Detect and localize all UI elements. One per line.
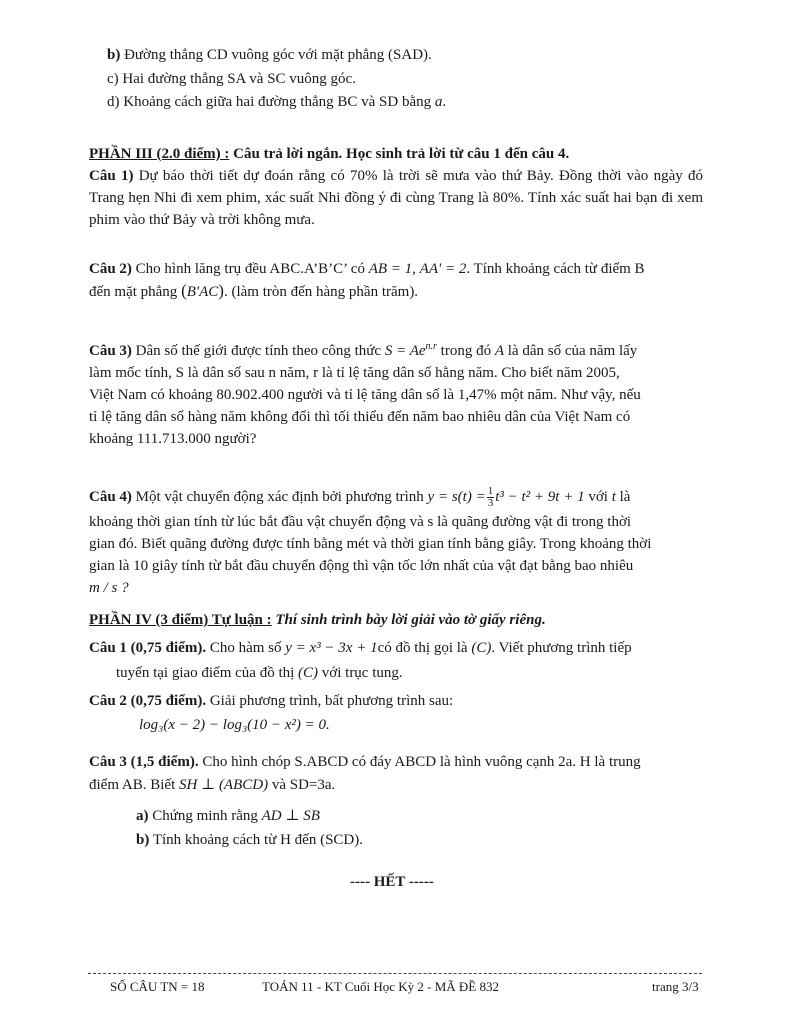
q3-label: Câu 3) <box>89 343 132 359</box>
item-d-text: d) Khoảng cách giữa hai đường thẳng BC và SD bằng <box>107 94 435 110</box>
footer-page-number: trang 3/3 <box>652 979 699 994</box>
q4-unit: m / s ? <box>89 580 129 596</box>
part2-item-b: b) Đường thẳng CD vuông góc với mặt phẳng (SAD). <box>107 47 432 63</box>
c1-text-b: có đồ thị gọi là <box>377 640 472 656</box>
part4-question-2 <box>89 690 453 712</box>
part4-question-3-line1 <box>89 751 641 773</box>
q3-line2: làm mốc tính, S là dân số sau n năm, r là tỉ lệ tăng dân số hằng năm. Cho biết năm 2005, <box>89 365 620 381</box>
part2-item-d <box>107 91 446 113</box>
q2-ab: AB = 1, <box>368 261 416 277</box>
q4-fraction <box>487 486 495 509</box>
q2-text-b: . Tính khoảng cách từ điểm B <box>466 261 645 277</box>
q2-plane: B'AC <box>186 284 219 300</box>
c3-line2-a: điểm AB. Biết <box>89 777 179 793</box>
q4-label: Câu 4) <box>89 489 132 505</box>
footer-divider <box>88 973 702 974</box>
q4-frac-num: 1 <box>487 485 494 498</box>
q2-line2-a: đến mặt phẳng <box>89 284 182 300</box>
q2-aa: AA' = 2 <box>419 261 467 277</box>
c1-graph-c-2: (C) <box>298 665 319 681</box>
footer-exam-title: TOÁN 11 - KT Cuối Học Kỳ 2 - MÃ ĐỀ 832 <box>262 979 499 994</box>
q3-line3: Việt Nam có khoảng 80.902.400 người và tỉ lệ tăng dân số là 1,47% một năm. Như vậy, nếu <box>89 387 641 403</box>
q3-text-c: là dân số của năm lấy <box>504 343 638 359</box>
c3-a-label: a) <box>136 808 149 824</box>
q4-line4: gian là 10 giây tính từ bắt đầu chuyển động thì vận tốc lớn nhất của vật đạt bằng bao nhiêu <box>89 558 634 574</box>
q3-line4: tỉ lệ tăng dân số hàng năm không đổi thì tối thiểu đến năm bao nhiêu dân của Việt Nam có <box>89 409 631 425</box>
c2-equation <box>139 714 330 736</box>
q3-text-a: Dân số thế giới được tính theo công thức <box>131 343 385 359</box>
q3-A: A <box>494 343 505 359</box>
part3-question-4-line1 <box>89 484 630 510</box>
q2-text-a: Cho hình lăng trụ đều ABC.A’B’C’ có <box>131 261 369 277</box>
q4-rhs: t³ − t² + 9t + 1 <box>495 489 585 505</box>
c2-text: Giải phương trình, bất phương trình sau: <box>206 693 454 709</box>
c1-line2-a: tuyến tại giao điểm của đồ thị <box>116 665 299 681</box>
item-c-text: c) Hai đường thẳng SA và SC vuông góc. <box>107 71 356 87</box>
part2-item-c <box>107 68 356 90</box>
part3-question-3-line1 <box>89 340 637 362</box>
q4-frac-den: 3 <box>487 497 494 510</box>
part3-question-2-line2: đến mặt phẳng (B'AC). (làm tròn đến hàng phần trăm). <box>89 281 419 300</box>
item-d-suffix: . <box>442 94 447 110</box>
q1-label: Câu 1) <box>89 168 134 184</box>
q1-text: Dự báo thời tiết dự đoán rằng có 70% là trời sẽ mưa vào thứ Bảy. Đồng thời vào ngày đó Trang hẹn Nhi đi xem phim, xác suất Nhi đồng ý đi cùng Trang là 80%. Tính xác suất hai bạn đi xem phim vào thứ Bảy và trời không mưa. <box>89 168 703 228</box>
c3-text: Cho hình chóp S.ABCD có đáy ABCD là hình vuông cạnh 2a. H là trung <box>198 754 641 770</box>
q4-text-a: Một vật chuyển động xác định bởi phương trình <box>131 489 428 505</box>
q4-line3: gian đó. Biết quãng đường được tính bằng mét và thời gian tính bằng giây. Trong khoảng thời <box>89 536 652 552</box>
c1-text-c: . Viết phương trình tiếp <box>491 640 632 656</box>
q4-lhs: y = s(t) = <box>427 489 486 505</box>
q4-text-c: là <box>615 489 631 505</box>
end-mark-text: ---- HẾT ----- <box>350 874 434 890</box>
q3-line5: khoảng 111.713.000 người? <box>89 431 257 447</box>
c2-label: Câu 2 (0,75 điểm). <box>89 693 207 709</box>
c1-label: Câu 1 (0,75 điểm). <box>89 640 207 656</box>
c3-perp: SH ⊥ (ABCD) <box>179 777 269 793</box>
c1-line2-b: với trục tung. <box>318 665 403 681</box>
c3-b-label: b) <box>136 832 150 848</box>
c3-line2-b: và SD=3a. <box>268 777 336 793</box>
q4-line5 <box>89 577 129 599</box>
part3-heading <box>89 143 569 165</box>
part4-question-1-line2 <box>116 662 403 684</box>
part4-heading <box>89 609 546 631</box>
end-mark <box>350 871 434 893</box>
c3-a-expr: AD ⊥ SB <box>261 808 320 824</box>
q3-text-b: trong đó <box>436 343 495 359</box>
part4-question-3-line2 <box>89 774 335 796</box>
part3-question-1 <box>89 165 703 231</box>
q2-line2-b: . (làm tròn đến hàng phần trăm). <box>223 284 419 300</box>
c3-part-a <box>136 805 320 827</box>
q3-formula-exp: n.r <box>425 341 437 352</box>
c3-label: Câu 3 (1,5 điểm). <box>89 754 199 770</box>
q3-formula: S = Ae <box>384 343 426 359</box>
footer-question-count: SỐ CÂU TN = 18 <box>110 979 205 994</box>
c1-graph-c: (C) <box>471 640 492 656</box>
c3-part-b <box>136 829 363 851</box>
part3-question-2-line1 <box>89 258 645 280</box>
part3-heading-rest: Câu trả lời ngắn. Học sinh trả lời từ câu 1 đến câu 4. <box>229 146 570 162</box>
item-d-var: a <box>434 94 443 110</box>
c1-func: y = x³ − 3x + 1 <box>285 640 378 656</box>
c2-equation-text: log₃(x − 2) − log₃(10 − x²) = 0. <box>139 717 330 733</box>
c3-b-text: Tính khoảng cách từ H đến (SCD). <box>149 832 363 848</box>
c1-text-a: Cho hàm số <box>206 640 286 656</box>
item-b-text: Đường thẳng CD vuông góc với mặt phẳng (SAD). <box>120 47 432 63</box>
q4-text-b: với <box>584 489 612 505</box>
q2-label: Câu 2) <box>89 261 132 277</box>
c3-a-text: Chứng minh rằng <box>148 808 262 824</box>
part4-question-1-line1 <box>89 637 632 659</box>
part4-heading-rest: Thí sinh trình bày lời giải vào tờ giấy riêng. <box>271 612 546 628</box>
part3-heading-title: PHẦN III (2.0 điểm) : <box>89 146 230 162</box>
q4-line2: khoảng thời gian tính từ lúc bắt đầu vật chuyển động và s là quãng đường vật đi trong thời <box>89 514 632 530</box>
q4-t: t <box>611 489 616 505</box>
part4-heading-title: PHẦN IV (3 điểm) Tự luận : <box>89 612 272 628</box>
